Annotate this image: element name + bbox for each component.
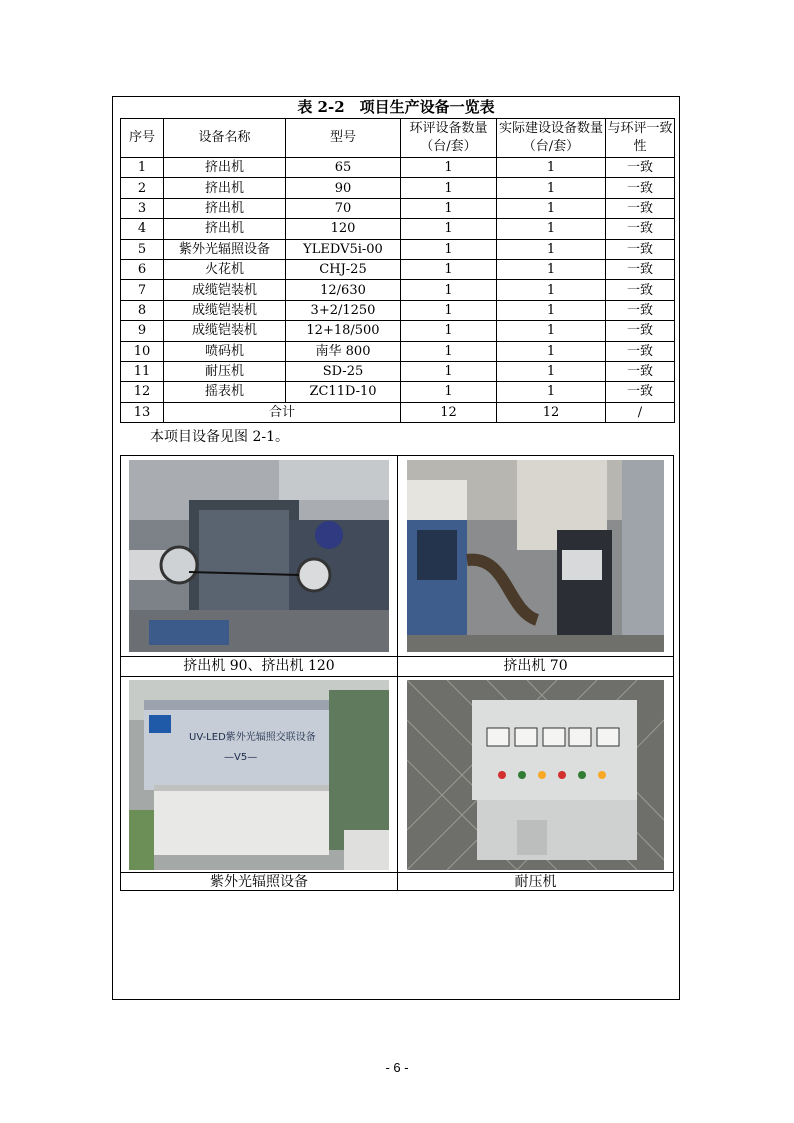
cell-consistency: 一致 [606, 361, 675, 381]
cell-model: ZC11D-10 [286, 382, 401, 402]
total-actual: 12 [497, 402, 606, 422]
photo-grid [120, 455, 674, 891]
cell-model: CHJ-25 [286, 259, 401, 279]
cell-planned: 1 [401, 382, 497, 402]
photo-extruder-90-120 [129, 460, 389, 652]
cell-no: 3 [121, 198, 164, 218]
cell-name: 挤出机 [164, 198, 286, 218]
cell-consistency: 一致 [606, 178, 675, 198]
cell-consistency: 一致 [606, 219, 675, 239]
photo-caption-4: 耐压机 [398, 872, 673, 890]
table-row [121, 382, 675, 402]
cell-consistency: 一致 [606, 280, 675, 300]
table-total-row [121, 402, 675, 422]
total-consistency: / [606, 402, 675, 422]
grid-divider-horizontal [121, 676, 673, 677]
table-row [121, 361, 675, 381]
cell-planned: 1 [401, 198, 497, 218]
machine-label-text: UV-LED紫外光辐照交联设备 [189, 732, 316, 743]
cell-no: 1 [121, 158, 164, 178]
table-row [121, 341, 675, 361]
cell-planned: 1 [401, 280, 497, 300]
cell-model: SD-25 [286, 361, 401, 381]
cell-name: 挤出机 [164, 178, 286, 198]
table-title: 表 2-2 项目生产设备一览表 [297, 98, 495, 116]
cell-name: 成缆铠装机 [164, 321, 286, 341]
table-row [121, 219, 675, 239]
cell-model: 120 [286, 219, 401, 239]
cell-actual: 1 [497, 361, 606, 381]
cell-no: 8 [121, 300, 164, 320]
cell-name: 喷码机 [164, 341, 286, 361]
cell-no: 4 [121, 219, 164, 239]
cell-model: 65 [286, 158, 401, 178]
intro-text: 本项目设备见图 2-1。 [150, 429, 289, 445]
cell-actual: 1 [497, 382, 606, 402]
cell-actual: 1 [497, 321, 606, 341]
cell-model: YLEDV5i-00 [286, 239, 401, 259]
cell-planned: 1 [401, 361, 497, 381]
cell-no: 2 [121, 178, 164, 198]
cell-actual: 1 [497, 239, 606, 259]
cell-planned: 1 [401, 321, 497, 341]
table-row [121, 300, 675, 320]
cell-name: 紫外光辐照设备 [164, 239, 286, 259]
photo-caption-3: 紫外光辐照设备 [121, 872, 397, 890]
header-consistency: 与环评一致性 [606, 119, 675, 158]
table-row [121, 198, 675, 218]
table-row [121, 178, 675, 198]
cell-actual: 1 [497, 219, 606, 239]
cell-planned: 1 [401, 158, 497, 178]
cell-planned: 1 [401, 341, 497, 361]
cell-no: 7 [121, 280, 164, 300]
cell-name: 摇表机 [164, 382, 286, 402]
cell-actual: 1 [497, 280, 606, 300]
photo-voltage-tester [407, 680, 664, 870]
table-row [121, 259, 675, 279]
cell-model: 南华 800 [286, 341, 401, 361]
cell-no: 11 [121, 361, 164, 381]
cell-planned: 1 [401, 239, 497, 259]
cell-no: 5 [121, 239, 164, 259]
machine-model-text: —V5— [224, 752, 258, 763]
cell-consistency: 一致 [606, 259, 675, 279]
cell-consistency: 一致 [606, 341, 675, 361]
cell-no: 12 [121, 382, 164, 402]
cell-consistency: 一致 [606, 198, 675, 218]
cell-name: 耐压机 [164, 361, 286, 381]
table-row [121, 239, 675, 259]
cell-consistency: 一致 [606, 321, 675, 341]
cell-name: 挤出机 [164, 219, 286, 239]
cell-actual: 1 [497, 158, 606, 178]
cell-name: 火花机 [164, 259, 286, 279]
cell-consistency: 一致 [606, 158, 675, 178]
table-row [121, 158, 675, 178]
cell-name: 成缆铠装机 [164, 280, 286, 300]
header-model: 型号 [286, 119, 401, 158]
cell-model: 12/630 [286, 280, 401, 300]
cell-actual: 1 [497, 300, 606, 320]
cell-no: 10 [121, 341, 164, 361]
photo-caption-2: 挤出机 70 [398, 656, 673, 676]
cell-actual: 1 [497, 341, 606, 361]
cell-name: 挤出机 [164, 158, 286, 178]
cell-no: 6 [121, 259, 164, 279]
table-row [121, 280, 675, 300]
table-row [121, 321, 675, 341]
total-planned: 12 [401, 402, 497, 422]
cell-actual: 1 [497, 178, 606, 198]
total-no: 13 [121, 402, 164, 422]
header-name: 设备名称 [164, 119, 286, 158]
photo-extruder-70 [407, 460, 664, 652]
header-planned: 环评设备数量（台/套） [401, 119, 497, 158]
photo-caption-1: 挤出机 90、挤出机 120 [121, 656, 397, 676]
cell-consistency: 一致 [606, 239, 675, 259]
total-label: 合计 [164, 402, 401, 422]
cell-no: 9 [121, 321, 164, 341]
table-header-row [121, 119, 675, 158]
header-no: 序号 [121, 119, 164, 158]
header-actual: 实际建设设备数量（台/套） [497, 119, 606, 158]
photo-uv-irradiation [129, 680, 389, 870]
cell-name: 成缆铠装机 [164, 300, 286, 320]
cell-planned: 1 [401, 178, 497, 198]
cell-actual: 1 [497, 198, 606, 218]
cell-planned: 1 [401, 259, 497, 279]
equipment-table [120, 118, 675, 423]
cell-consistency: 一致 [606, 300, 675, 320]
cell-model: 70 [286, 198, 401, 218]
cell-planned: 1 [401, 219, 497, 239]
cell-planned: 1 [401, 300, 497, 320]
cell-model: 12+18/500 [286, 321, 401, 341]
cell-model: 90 [286, 178, 401, 198]
cell-consistency: 一致 [606, 382, 675, 402]
page-number: - 6 - [385, 1060, 409, 1075]
cell-model: 3+2/1250 [286, 300, 401, 320]
cell-actual: 1 [497, 259, 606, 279]
